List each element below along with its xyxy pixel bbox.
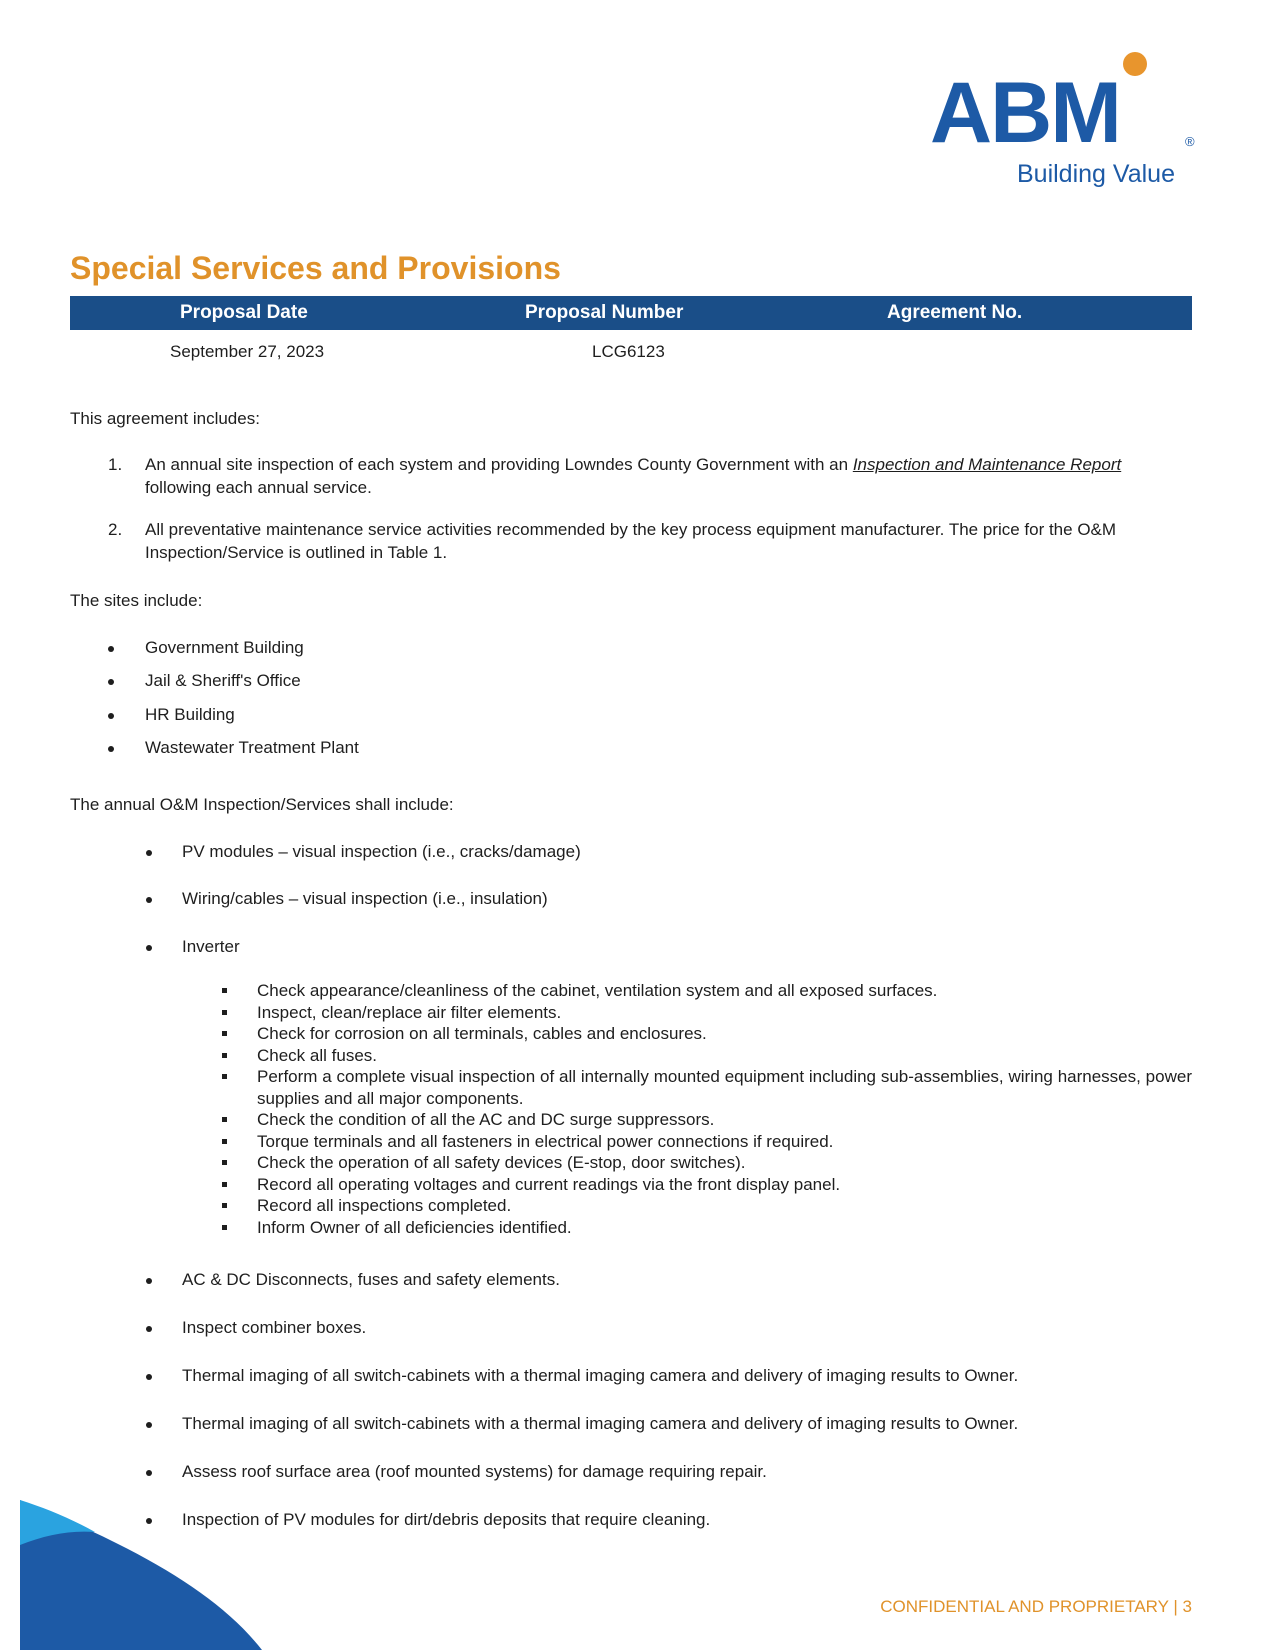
inverter-task: Record all operating voltages and current readings via the front display panel. xyxy=(222,1174,1192,1196)
inverter-task: Inspect, clean/replace air filter elements. xyxy=(222,1002,1192,1024)
inverter-task: Check the operation of all safety devices (E-stop, door switches). xyxy=(222,1152,1192,1174)
proposal-date-value: September 27, 2023 xyxy=(170,342,325,361)
bullet xyxy=(146,1374,152,1380)
services-intro: The annual O&M Inspection/Services shall include: xyxy=(70,795,454,814)
page-title: Special Services and Provisions xyxy=(70,250,561,286)
bullet xyxy=(146,850,152,856)
bullet xyxy=(146,897,152,903)
registered-mark: ® xyxy=(1185,134,1195,149)
inverter-task: Check all fuses. xyxy=(222,1045,1192,1067)
logo-tagline: Building Value xyxy=(1017,160,1175,188)
proposal-header-bar xyxy=(70,296,1192,330)
logo-wordmark: ABM xyxy=(930,65,1120,161)
bullet xyxy=(108,679,114,685)
proposal-number-value: LCG6123 xyxy=(592,342,665,361)
logo-dot xyxy=(1123,52,1147,76)
inverter-task: Inform Owner of all deficiencies identified. xyxy=(222,1217,1192,1239)
inverter-task: Check for corrosion on all terminals, cables and enclosures. xyxy=(222,1023,1192,1045)
item-number: 1. xyxy=(108,455,123,474)
abm-logo xyxy=(930,48,1200,198)
agreement-item-1: An annual site inspection of each system and providing Lowndes County Government with an Inspection and Maintenance Report following each annual service. xyxy=(145,455,1122,497)
inverter-task-list xyxy=(222,980,1192,1238)
bullet xyxy=(108,713,114,719)
inverter-task: Check appearance/cleanliness of the cabinet, ventilation system and all exposed surfaces. xyxy=(222,980,1192,1002)
header-agreement-no: Agreement No. xyxy=(887,302,1023,323)
report-link[interactable]: Inspection and Maintenance Report xyxy=(852,455,1122,474)
bullet xyxy=(146,1326,152,1332)
bullet xyxy=(146,1278,152,1284)
item-number: 2. xyxy=(108,520,123,539)
header-proposal-date: Proposal Date xyxy=(180,302,308,323)
corner-swoosh-graphic xyxy=(0,1490,270,1650)
inverter-task: Torque terminals and all fasteners in electrical power connections if required. xyxy=(222,1131,1192,1153)
inverter-task: Record all inspections completed. xyxy=(222,1195,1192,1217)
sites-intro: The sites include: xyxy=(70,591,203,610)
bullet xyxy=(108,646,114,652)
bullet xyxy=(146,945,152,951)
header-proposal-number: Proposal Number xyxy=(525,302,684,323)
agreement-item-2: All preventative maintenance service activities recommended by the key process equipment manufacturer. The price for the O&M Inspection/Service is outlined in Table 1. xyxy=(145,520,1117,562)
intro-text: This agreement includes: xyxy=(70,409,260,428)
bullet xyxy=(108,746,114,752)
bullet xyxy=(146,1470,152,1476)
inverter-task: Perform a complete visual inspection of all internally mounted equipment including sub-assemblies, wiring harnesses, power supplies and all major components. xyxy=(222,1066,1192,1109)
inverter-task: Check the condition of all the AC and DC surge suppressors. xyxy=(222,1109,1192,1131)
footer-confidential: CONFIDENTIAL AND PROPRIETARY | 3 xyxy=(880,1597,1192,1616)
bullet xyxy=(146,1422,152,1428)
